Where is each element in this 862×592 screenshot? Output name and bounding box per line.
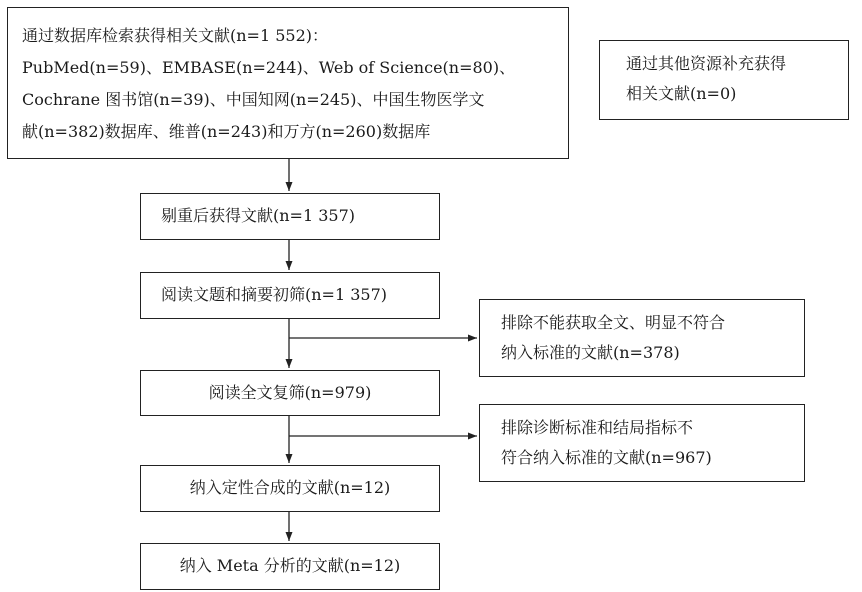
other-line-2: 相关文献(n=0): [626, 84, 737, 103]
other-line-1: 通过其他资源补充获得: [626, 54, 787, 73]
search-line-1: 通过数据库检索获得相关文献(n=1 552)：: [22, 26, 329, 45]
meta-label: 纳入 Meta 分析的文献(n=12): [179, 556, 401, 575]
qualitative-label: 纳入定性合成的文献(n=12): [189, 478, 391, 497]
exclude1-line-1: 排除不能获取全文、明显不符合: [501, 313, 726, 332]
database-search-box: [7, 7, 569, 159]
dedup-box: [140, 193, 440, 240]
other-sources-box: [599, 40, 849, 120]
exclusion-box-2: [479, 404, 805, 482]
qualitative-synthesis-box: [140, 465, 440, 512]
exclude2-line-2: 符合纳入标准的文献(n=967): [501, 448, 712, 467]
meta-analysis-box: [140, 543, 440, 590]
screen-label: 阅读文题和摘要初筛(n=1 357): [161, 285, 388, 304]
dedup-label: 剔重后获得文献(n=1 357): [161, 206, 356, 225]
search-line-4: 献(n=382)数据库、维普(n=243)和万方(n=260)数据库: [22, 122, 431, 141]
search-line-2: PubMed(n=59)、EMBASE(n=244)、Web of Science(n=80)、: [22, 58, 516, 77]
exclusion-box-1: [479, 299, 805, 377]
fulltext-label: 阅读全文复筛(n=979): [208, 383, 372, 402]
exclude2-line-1: 排除诊断标准和结局指标不: [501, 418, 694, 437]
fulltext-screening-box: [140, 370, 440, 416]
search-line-3: Cochrane 图书馆(n=39)、中国知网(n=245)、中国生物医学文: [22, 90, 485, 109]
title-abstract-screening-box: [140, 272, 440, 319]
exclude1-line-2: 纳入标准的文献(n=378): [501, 343, 680, 362]
